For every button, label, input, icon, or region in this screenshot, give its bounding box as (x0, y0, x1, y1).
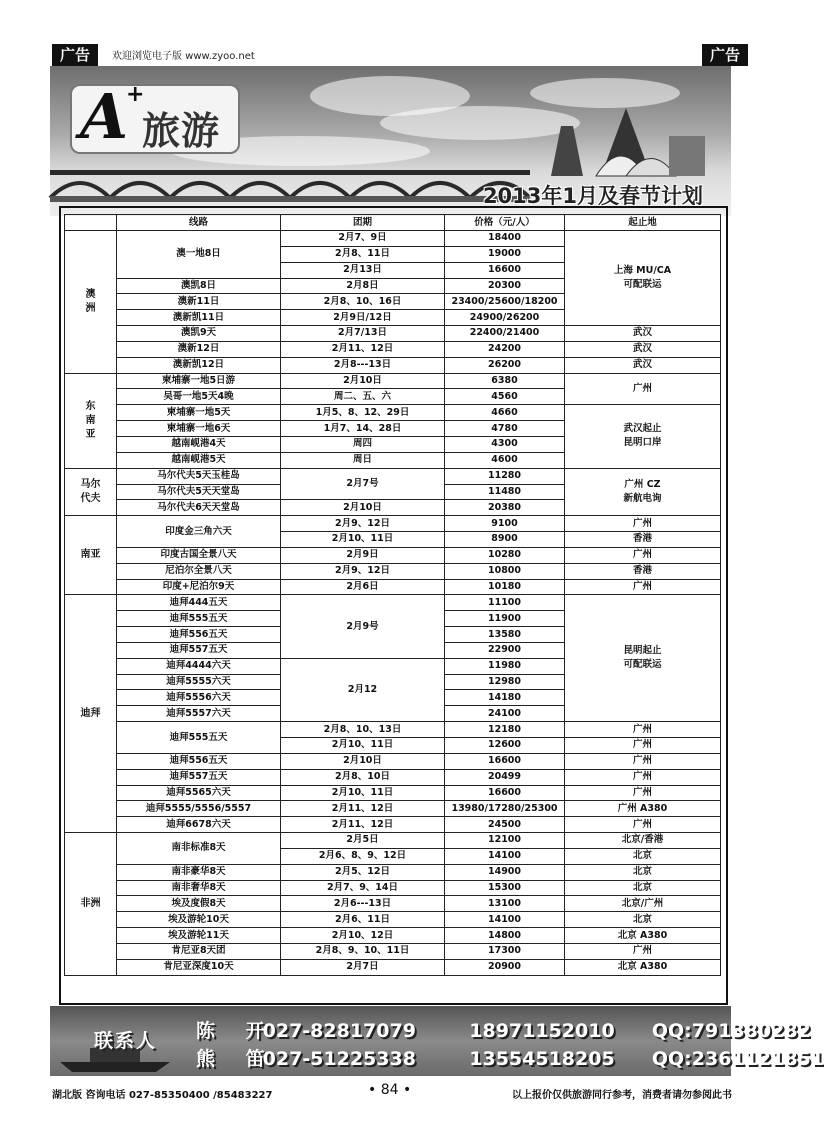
dates-cell: 2月10日 (281, 500, 445, 516)
price-cell: 10800 (445, 563, 565, 579)
contact-label: 联系人 (94, 1030, 158, 1052)
price-cell: 13100 (445, 896, 565, 912)
departure-cell: 武汉 (565, 357, 721, 373)
price-cell: 20380 (445, 500, 565, 516)
route-cell: 澳凯9天 (117, 326, 281, 342)
route-cell: 澳新凯12日 (117, 357, 281, 373)
departure-cell: 上海 MU/CA 可配联运 (565, 231, 721, 326)
price-cell: 11480 (445, 484, 565, 500)
contact-qq: QQ:2361121851 (651, 1048, 824, 1070)
route-cell: 埃及度假8天 (117, 896, 281, 912)
route-cell: 迪拜555五天 (117, 722, 281, 754)
route-cell: 越南岘港4天 (117, 436, 281, 452)
table-row (65, 722, 721, 738)
departure-cell: 北京 A380 (565, 928, 721, 944)
departure-cell: 广州 (565, 722, 721, 738)
route-cell: 迪拜557五天 (117, 642, 281, 658)
price-cell: 4780 (445, 421, 565, 437)
dates-cell: 2月7/13日 (281, 326, 445, 342)
contact-mobile: 18971152010 (469, 1020, 615, 1042)
route-cell: 马尔代夫5天玉桂岛 (117, 468, 281, 484)
route-cell: 迪拜5557六天 (117, 706, 281, 722)
dates-cell: 2月9日/12日 (281, 310, 445, 326)
price-cell: 15300 (445, 880, 565, 896)
price-cell: 19000 (445, 246, 565, 262)
price-cell: 14180 (445, 690, 565, 706)
route-cell: 迪拜5555六天 (117, 674, 281, 690)
banner (50, 66, 731, 216)
route-cell: 迪拜556五天 (117, 753, 281, 769)
departure-cell: 广州 (565, 753, 721, 769)
departure-cell: 广州 (565, 373, 721, 405)
route-cell: 马尔代夫6天天堂岛 (117, 500, 281, 516)
price-cell: 24900/26200 (445, 310, 565, 326)
departure-cell: 昆明起止 可配联运 (565, 595, 721, 722)
price-cell: 14100 (445, 848, 565, 864)
price-cell: 13980/17280/25300 (445, 801, 565, 817)
route-cell: 迪拜444五天 (117, 595, 281, 611)
contact-bar (50, 1006, 824, 1076)
contact-mobile: 13554518205 (469, 1048, 615, 1070)
route-cell: 迪拜5565六天 (117, 785, 281, 801)
table-row (65, 943, 721, 959)
price-cell: 8900 (445, 532, 565, 548)
logo-plus: + (126, 82, 145, 107)
dates-cell: 2月6、8、9、12日 (281, 848, 445, 864)
dates-cell: 2月10、11日 (281, 738, 445, 754)
departure-cell: 武汉 (565, 326, 721, 342)
table-row (65, 231, 721, 247)
contact-person (196, 1044, 824, 1071)
route-cell: 柬埔寨一地6天 (117, 421, 281, 437)
region-cell: 东 南 亚 (65, 373, 117, 468)
route-cell: 马尔代夫5天天堂岛 (117, 484, 281, 500)
price-cell: 16600 (445, 262, 565, 278)
table-row (65, 785, 721, 801)
departure-cell: 北京/香港 (565, 833, 721, 849)
price-cell: 4560 (445, 389, 565, 405)
price-cell: 17300 (445, 943, 565, 959)
departure-cell: 广州 (565, 579, 721, 595)
region-cell: 迪拜 (65, 595, 117, 833)
route-cell: 澳新凯11日 (117, 310, 281, 326)
dates-cell: 1月7、14、28日 (281, 421, 445, 437)
dates-cell: 2月8、9、10、11日 (281, 943, 445, 959)
price-cell: 13580 (445, 627, 565, 643)
dates-cell: 2月10日 (281, 753, 445, 769)
dates-cell: 2月9、12日 (281, 563, 445, 579)
table-row (65, 864, 721, 880)
dates-cell: 2月10、12日 (281, 928, 445, 944)
departure-cell: 北京 A380 (565, 959, 721, 975)
price-cell: 22400/21400 (445, 326, 565, 342)
table-row (65, 357, 721, 373)
header-route: 线路 (117, 215, 281, 231)
price-cell: 11900 (445, 611, 565, 627)
route-cell: 肯尼亚8天团 (117, 943, 281, 959)
ad-tag-right: 广告 (702, 44, 748, 66)
table-row (65, 405, 721, 421)
departure-cell: 广州 (565, 738, 721, 754)
brand-logo (70, 80, 240, 154)
route-cell: 迪拜5555/5556/5557 (117, 801, 281, 817)
departure-cell: 北京 (565, 912, 721, 928)
departure-cell: 广州 (565, 943, 721, 959)
route-cell: 迪拜5556六天 (117, 690, 281, 706)
price-cell: 26200 (445, 357, 565, 373)
header-price: 价格（元/人） (445, 215, 565, 231)
departure-cell: 广州 (565, 769, 721, 785)
price-cell: 12100 (445, 833, 565, 849)
route-cell: 印度金三角六天 (117, 516, 281, 548)
contact-name: 陈 开 (196, 1020, 277, 1042)
dates-cell: 1月5、8、12、29日 (281, 405, 445, 421)
table-row (65, 595, 721, 611)
departure-cell: 广州 (565, 516, 721, 532)
dates-cell: 2月7号 (281, 468, 445, 500)
route-cell: 南非豪华8天 (117, 864, 281, 880)
price-cell: 12600 (445, 738, 565, 754)
dates-cell: 2月6---13日 (281, 896, 445, 912)
table-row (65, 547, 721, 563)
price-cell: 24100 (445, 706, 565, 722)
price-cell: 14800 (445, 928, 565, 944)
table-row (65, 896, 721, 912)
footer-disclaimer: 以上报价仅供旅游同行参考，消费者请勿参阅此书 (512, 1090, 732, 1101)
landmarks-illustration (541, 106, 711, 178)
contact-phone: 027-51225338 (262, 1048, 416, 1070)
price-cell: 24500 (445, 817, 565, 833)
price-cell: 20499 (445, 769, 565, 785)
bridge-illustration (50, 162, 530, 202)
departure-cell: 北京/广州 (565, 896, 721, 912)
departure-cell: 广州 (565, 785, 721, 801)
price-cell: 11280 (445, 468, 565, 484)
header-dates: 团期 (281, 215, 445, 231)
ad-tag-left: 广告 (52, 44, 98, 66)
dates-cell: 2月13日 (281, 262, 445, 278)
footer-hotline: 湖北版 咨询电话 027-85350400 /85483227 (52, 1090, 273, 1101)
dates-cell: 周四 (281, 436, 445, 452)
price-cell: 10280 (445, 547, 565, 563)
table-row (65, 880, 721, 896)
price-cell: 11980 (445, 658, 565, 674)
price-cell: 18400 (445, 231, 565, 247)
contact-qq: QQ:791380282 (651, 1020, 811, 1042)
contact-person (196, 1016, 811, 1043)
dates-cell: 2月5日 (281, 833, 445, 849)
price-cell: 22900 (445, 642, 565, 658)
departure-cell: 武汉起止 昆明口岸 (565, 405, 721, 468)
dates-cell: 2月11、12日 (281, 801, 445, 817)
departure-cell: 武汉 (565, 341, 721, 357)
table-row (65, 516, 721, 532)
schedule-table (64, 214, 721, 976)
route-cell: 尼泊尔全景八天 (117, 563, 281, 579)
cloud (530, 78, 680, 108)
route-cell: 肯尼亚深度10天 (117, 959, 281, 975)
dates-cell: 2月7、9日 (281, 231, 445, 247)
route-cell: 迪拜556五天 (117, 627, 281, 643)
dates-cell: 2月8、10、13日 (281, 722, 445, 738)
route-cell: 澳新11日 (117, 294, 281, 310)
route-cell: 澳一地8日 (117, 231, 281, 279)
price-cell: 4660 (445, 405, 565, 421)
dates-cell: 2月7日 (281, 959, 445, 975)
table-row (65, 373, 721, 389)
table-header (65, 215, 721, 231)
header-region (65, 215, 117, 231)
route-cell: 南非奢华8天 (117, 880, 281, 896)
route-cell: 吴哥一地5天4晚 (117, 389, 281, 405)
departure-cell: 广州 CZ 新航电询 (565, 468, 721, 516)
dates-cell: 2月8---13日 (281, 357, 445, 373)
dates-cell: 2月8、10、16日 (281, 294, 445, 310)
dates-cell: 2月10、11日 (281, 532, 445, 548)
price-cell: 12180 (445, 722, 565, 738)
route-cell: 印度古国全景八天 (117, 547, 281, 563)
price-cell: 20300 (445, 278, 565, 294)
dates-cell: 2月7、9、14日 (281, 880, 445, 896)
table-row (65, 753, 721, 769)
table-row (65, 928, 721, 944)
route-cell: 澳凯8日 (117, 278, 281, 294)
route-cell: 迪拜6678六天 (117, 817, 281, 833)
price-cell: 4300 (445, 436, 565, 452)
dates-cell: 2月6日 (281, 579, 445, 595)
table-row (65, 563, 721, 579)
departure-cell: 北京 (565, 880, 721, 896)
table-row (65, 817, 721, 833)
price-cell: 23400/25600/18200 (445, 294, 565, 310)
dates-cell: 2月10日 (281, 373, 445, 389)
departure-cell: 广州 (565, 547, 721, 563)
route-cell: 埃及游轮10天 (117, 912, 281, 928)
price-cell: 16600 (445, 785, 565, 801)
logo-letter: A (80, 80, 129, 153)
dates-cell: 2月10、11日 (281, 785, 445, 801)
route-cell: 埃及游轮11天 (117, 928, 281, 944)
dates-cell: 2月12 (281, 658, 445, 721)
table-row (65, 579, 721, 595)
table-row (65, 959, 721, 975)
route-cell: 迪拜555五天 (117, 611, 281, 627)
table-row (65, 801, 721, 817)
dates-cell: 2月5、12日 (281, 864, 445, 880)
route-cell: 柬埔寨一地5日游 (117, 373, 281, 389)
price-cell: 14100 (445, 912, 565, 928)
dates-cell: 周二、五、六 (281, 389, 445, 405)
region-cell: 澳 洲 (65, 231, 117, 374)
plan-title: 2013年1月及春节计划 (482, 184, 703, 208)
contact-name: 熊 笛 (196, 1048, 277, 1070)
table-row (65, 326, 721, 342)
table-row (65, 769, 721, 785)
table-row (65, 912, 721, 928)
contact-phone: 027-82817079 (262, 1020, 416, 1042)
dates-cell: 2月8、10日 (281, 769, 445, 785)
dates-cell: 周日 (281, 452, 445, 468)
price-cell: 9100 (445, 516, 565, 532)
region-cell: 马尔 代夫 (65, 468, 117, 516)
price-cell: 20900 (445, 959, 565, 975)
price-cell: 6380 (445, 373, 565, 389)
site-note: 欢迎浏览电子版 www.zyoo.net (112, 51, 255, 62)
route-cell: 迪拜557五天 (117, 769, 281, 785)
route-cell: 迪拜4444六天 (117, 658, 281, 674)
departure-cell: 香港 (565, 532, 721, 548)
price-cell: 16600 (445, 753, 565, 769)
departure-cell: 广州 (565, 817, 721, 833)
table-row (65, 341, 721, 357)
dates-cell: 2月11、12日 (281, 341, 445, 357)
page-number: • 84 • (368, 1082, 412, 1098)
price-cell: 11100 (445, 595, 565, 611)
price-cell: 12980 (445, 674, 565, 690)
dates-cell: 2月6、11日 (281, 912, 445, 928)
route-cell: 南非标准8天 (117, 833, 281, 865)
dates-cell: 2月8、11日 (281, 246, 445, 262)
region-cell: 非洲 (65, 833, 117, 976)
route-cell: 澳新12日 (117, 341, 281, 357)
dates-cell: 2月8日 (281, 278, 445, 294)
departure-cell: 广州 A380 (565, 801, 721, 817)
logo-text: 旅游 (142, 109, 221, 153)
price-cell: 4600 (445, 452, 565, 468)
route-cell: 印度+尼泊尔9天 (117, 579, 281, 595)
table-row (65, 833, 721, 849)
route-cell: 柬埔寨一地5天 (117, 405, 281, 421)
table-row (65, 468, 721, 484)
departure-cell: 北京 (565, 864, 721, 880)
dates-cell: 2月9号 (281, 595, 445, 658)
price-cell: 24200 (445, 341, 565, 357)
dates-cell: 2月9日 (281, 547, 445, 563)
price-cell: 10180 (445, 579, 565, 595)
route-cell: 越南岘港5天 (117, 452, 281, 468)
header-departure: 起止地 (565, 215, 721, 231)
dates-cell: 2月11、12日 (281, 817, 445, 833)
region-cell: 南亚 (65, 516, 117, 595)
dates-cell: 2月9、12日 (281, 516, 445, 532)
departure-cell: 香港 (565, 563, 721, 579)
price-cell: 14900 (445, 864, 565, 880)
departure-cell: 北京 (565, 848, 721, 864)
